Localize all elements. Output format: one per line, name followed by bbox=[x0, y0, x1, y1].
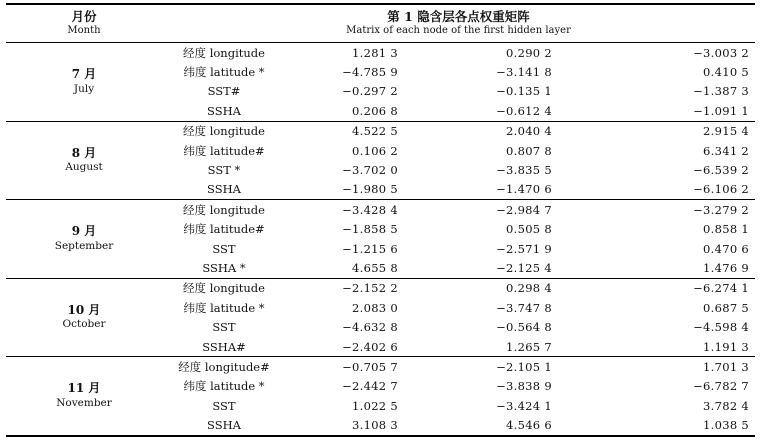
month-label-zh: 11 月 bbox=[67, 381, 101, 396]
month-label bbox=[6, 278, 162, 357]
weight-value: −0.705 7 bbox=[342, 359, 398, 374]
matrix-header-zh: 第 1 隐含层各点权重矩阵 bbox=[387, 9, 530, 25]
weight-value: 2.083 0 bbox=[352, 300, 398, 315]
variable-label: SSHA bbox=[162, 180, 296, 200]
month-label bbox=[6, 121, 162, 200]
weight-value: −2.442 7 bbox=[342, 379, 398, 394]
matrix-header-en: Matrix of each node of the first hidden layer bbox=[346, 25, 571, 37]
table-row bbox=[6, 278, 755, 298]
month-label bbox=[6, 357, 162, 436]
variable-label: SSHA bbox=[162, 415, 296, 435]
month-group-august bbox=[6, 121, 755, 200]
weight-value: −0.135 1 bbox=[496, 84, 552, 99]
weight-value: 0.106 2 bbox=[352, 143, 398, 158]
weight-value: 3.108 3 bbox=[296, 415, 446, 435]
weight-value: −3.003 2 bbox=[693, 45, 750, 60]
variable-label: 经度 longitude bbox=[183, 45, 265, 60]
weight-value: 0.298 4 bbox=[506, 281, 552, 296]
variable-label: 纬度 latitude * bbox=[183, 379, 265, 394]
weight-value: 3.782 4 bbox=[703, 398, 750, 413]
variable-label: 纬度 latitude# bbox=[183, 222, 265, 237]
weight-value: −0.612 4 bbox=[446, 101, 598, 121]
weight-value: −3.835 5 bbox=[496, 163, 552, 178]
month-group-july bbox=[6, 43, 755, 122]
month-label-zh: 8 月 bbox=[71, 145, 97, 160]
weight-value: −3.747 8 bbox=[496, 300, 552, 315]
weight-value: −2.125 4 bbox=[446, 258, 598, 278]
table-row bbox=[6, 357, 755, 377]
table-row bbox=[6, 43, 755, 63]
weight-value: −4.785 9 bbox=[342, 65, 398, 80]
weight-value: −1.858 5 bbox=[342, 222, 398, 237]
month-label-en: October bbox=[62, 318, 106, 331]
weight-value: −3.428 4 bbox=[342, 202, 398, 217]
variable-label: SST bbox=[212, 398, 236, 413]
weight-value: 1.022 5 bbox=[352, 398, 398, 413]
weight-value: 0.807 8 bbox=[506, 143, 552, 158]
table-row bbox=[6, 200, 755, 220]
weight-matrix-table bbox=[6, 3, 755, 437]
weight-value: −3.279 2 bbox=[693, 202, 750, 217]
weight-value: −1.387 3 bbox=[693, 84, 750, 99]
variable-label: SST# bbox=[207, 84, 241, 99]
variable-label: SSHA * bbox=[162, 258, 296, 278]
weight-value: 0.206 8 bbox=[296, 101, 446, 121]
month-group-september bbox=[6, 200, 755, 279]
weight-value: −2.105 1 bbox=[496, 359, 552, 374]
month-label bbox=[6, 200, 162, 279]
month-label-zh: 10 月 bbox=[67, 302, 101, 317]
weight-value: −6.782 7 bbox=[693, 379, 750, 394]
weight-value: −3.141 8 bbox=[496, 65, 552, 80]
variable-label: 纬度 latitude * bbox=[183, 65, 265, 80]
month-label-zh: 9 月 bbox=[71, 224, 97, 239]
variable-label: 经度 longitude# bbox=[178, 359, 270, 374]
weight-value: 0.858 1 bbox=[703, 222, 750, 237]
weight-value: 1.265 7 bbox=[446, 337, 598, 357]
month-label-en: August bbox=[65, 161, 103, 174]
weight-value: 0.470 6 bbox=[703, 241, 750, 256]
weight-value: 1.038 5 bbox=[598, 415, 755, 435]
weight-value: −0.564 8 bbox=[496, 320, 552, 335]
matrix-column-header bbox=[162, 4, 755, 43]
variable-label: SST * bbox=[207, 163, 241, 178]
variable-label: 经度 longitude bbox=[183, 124, 265, 139]
weight-value: 6.341 2 bbox=[703, 143, 750, 158]
weight-value: 4.546 6 bbox=[446, 415, 598, 435]
weight-value: 4.522 5 bbox=[352, 124, 398, 139]
month-label-en: September bbox=[54, 239, 114, 252]
weight-value: 0.290 2 bbox=[506, 45, 552, 60]
weight-value: 0.410 5 bbox=[703, 65, 750, 80]
weight-value: −1.980 5 bbox=[296, 180, 446, 200]
weight-value: −2.152 2 bbox=[342, 281, 398, 296]
month-group-november bbox=[6, 357, 755, 436]
variable-label: SSHA bbox=[162, 101, 296, 121]
weight-value: −2.402 6 bbox=[296, 337, 446, 357]
month-label-zh: 7 月 bbox=[71, 67, 97, 82]
weight-value: 0.687 5 bbox=[703, 300, 750, 315]
weight-value: −3.424 1 bbox=[496, 398, 552, 413]
variable-label: SST bbox=[212, 241, 236, 256]
weight-value: −3.702 0 bbox=[342, 163, 398, 178]
weight-value: 2.040 4 bbox=[506, 124, 552, 139]
weight-value: −1.091 1 bbox=[598, 101, 755, 121]
weight-value: −0.297 2 bbox=[342, 84, 398, 99]
weight-value: 1.476 9 bbox=[598, 258, 755, 278]
weight-value: 4.655 8 bbox=[296, 258, 446, 278]
month-header-zh: 月份 bbox=[71, 9, 97, 25]
weight-value: 0.505 8 bbox=[506, 222, 552, 237]
variable-label: SST bbox=[212, 320, 236, 335]
weight-value: −6.106 2 bbox=[598, 180, 755, 200]
weight-value: −1.470 6 bbox=[446, 180, 598, 200]
variable-label: 经度 longitude bbox=[183, 281, 265, 296]
month-label-en: November bbox=[56, 397, 112, 409]
weight-value: −3.838 9 bbox=[496, 379, 552, 394]
weight-value: −6.274 1 bbox=[693, 281, 750, 296]
weight-value: 1.701 3 bbox=[703, 359, 750, 374]
variable-label: SSHA# bbox=[162, 337, 296, 357]
month-group-october bbox=[6, 278, 755, 357]
table-header-row bbox=[6, 4, 755, 43]
variable-label: 纬度 latitude * bbox=[183, 300, 265, 315]
weight-value: 1.191 3 bbox=[598, 337, 755, 357]
variable-label: 纬度 latitude# bbox=[183, 143, 265, 158]
month-header-en: Month bbox=[67, 25, 101, 37]
weight-value: −4.632 8 bbox=[342, 320, 398, 335]
month-column-header bbox=[6, 4, 162, 43]
table-row bbox=[6, 121, 755, 141]
weight-value: −2.984 7 bbox=[496, 202, 552, 217]
month-label bbox=[6, 43, 162, 122]
variable-label: 经度 longitude bbox=[183, 202, 265, 217]
month-label-en: July bbox=[73, 82, 95, 95]
weight-value: −1.215 6 bbox=[342, 241, 398, 256]
weight-value: 2.915 4 bbox=[703, 124, 750, 139]
weight-value: −2.571 9 bbox=[496, 241, 552, 256]
weight-value: −6.539 2 bbox=[693, 163, 750, 178]
weight-value: 1.281 3 bbox=[352, 45, 398, 60]
weight-value: −4.598 4 bbox=[693, 320, 750, 335]
